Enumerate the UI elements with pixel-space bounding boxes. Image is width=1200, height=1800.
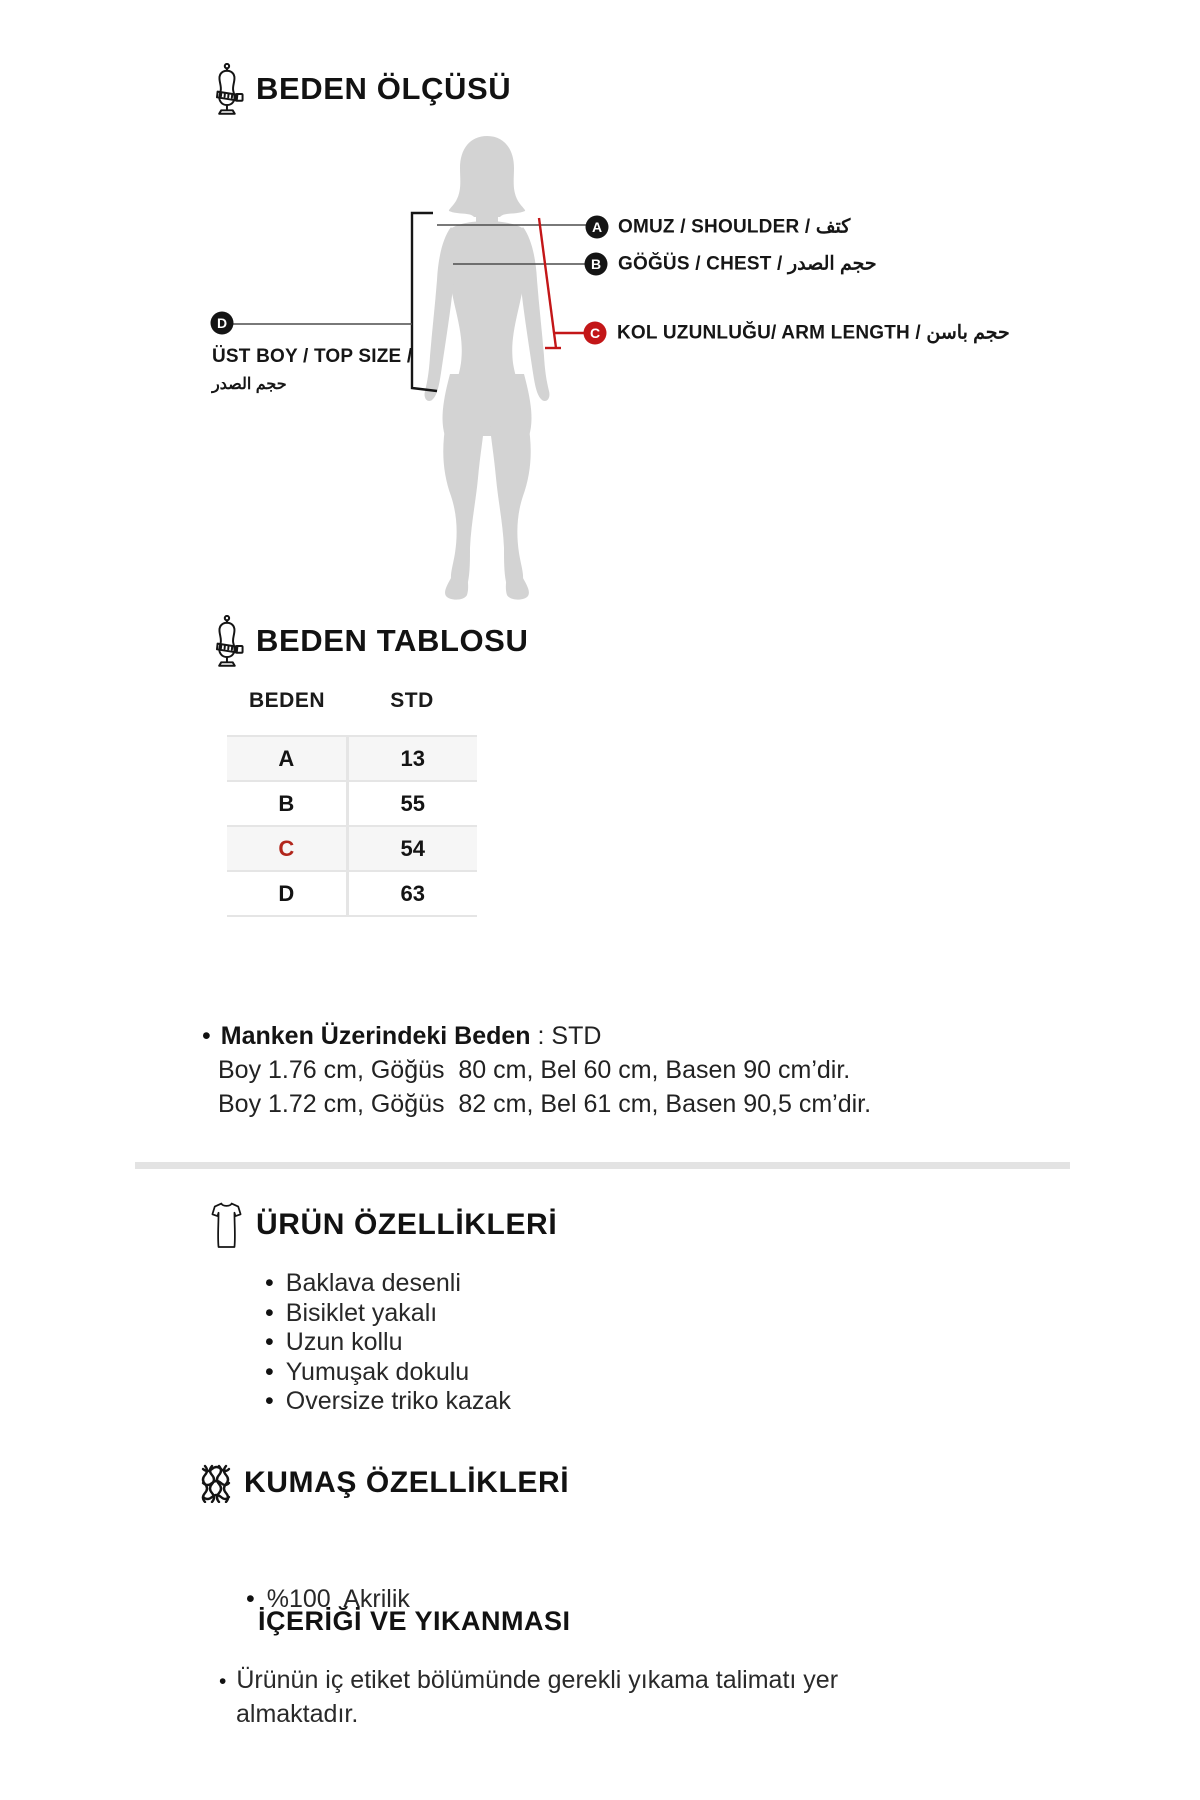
list-item: • Yumuşak dokulu [265,1358,511,1388]
label-top-size-line1: ÜST BOY / TOP SIZE / [212,346,413,367]
row-label: D [227,872,349,915]
list-item: • Bisiklet yakalı [265,1299,511,1329]
row-value: 54 [400,835,426,861]
fabric-features-header [200,1460,569,1506]
row-value: 63 [400,880,426,906]
size-table-header [211,612,528,670]
label-top-size [212,346,412,394]
column-header-std: STD [390,689,434,712]
mannequin-icon [211,615,245,667]
row-label: B [227,782,349,825]
product-features-header [211,1200,557,1250]
fabric-features-list [246,1527,410,1673]
badge-a-letter: A [591,219,603,235]
model-measurements-line: Boy 1.76 cm, Göğüs 80 cm, Bel 60 cm, Basen 90 cm’dir. [218,1056,851,1084]
row-value: 55 [400,790,426,816]
row-value: 13 [400,745,426,771]
badge-d-letter: D [216,315,228,331]
care-title: İÇERİĞİ VE YIKANMASI [258,1606,571,1636]
size-table-head [227,686,477,716]
care-note-line: • Ürünün iç etiket bölümünde gerekli yıkama talimatı yer [219,1664,979,1698]
table-row [227,780,477,825]
tshirt-icon [211,1202,242,1249]
body-measurement-diagram [0,110,1200,610]
size-table-body [227,735,477,917]
section-divider [135,1162,1070,1169]
model-size-info [202,1019,1042,1121]
mannequin-icon [211,63,245,115]
row-label: C [227,827,349,870]
product-features-list [265,1269,511,1417]
model-size-value: STD [551,1022,602,1050]
label-shoulder: OMUZ / SHOULDER / كتف [618,216,851,238]
model-size-line [202,1019,1042,1053]
list-item: • Oversize triko kazak [265,1387,511,1417]
page-title: BEDEN ÖLÇÜSÜ [256,71,512,106]
product-features-title: ÜRÜN ÖZELLİKLERİ [256,1208,558,1241]
badge-b-letter: B [590,256,602,272]
care-note-line: almaktadır. [236,1700,359,1728]
model-size-separator: : [530,1022,552,1050]
badge-c-letter: C [589,325,601,341]
label-chest: GÖĞÜS / CHEST / حجم الصدر [618,253,877,275]
row-label: A [227,737,349,780]
fabric-weave-icon [200,1463,232,1503]
size-table-title: BEDEN TABLOSU [256,623,529,658]
table-row [227,870,477,915]
silhouette-graphic [0,110,1200,610]
fabric-features-title: KUMAŞ ÖZELLİKLERİ [244,1466,570,1499]
care-note [219,1664,979,1730]
model-measurements-line: Boy 1.72 cm, Göğüs 82 cm, Bel 61 cm, Basen 90,5 cm’dir. [218,1090,872,1118]
table-row [227,825,477,870]
list-item: • Uzun kollu [265,1328,511,1358]
list-item: • %100 Akrilik [246,1585,410,1615]
column-header-beden: BEDEN [248,689,325,712]
model-size-label: Manken Üzerindeki Beden [220,1022,531,1050]
label-arm-length: KOL UZUNLUĞU/ ARM LENGTH / حجم باسن [617,322,1010,344]
label-top-size-line2: حجم الصدر [212,376,287,393]
table-row [227,737,477,780]
size-table [227,686,477,917]
list-item: • Baklava desenli [265,1269,511,1299]
